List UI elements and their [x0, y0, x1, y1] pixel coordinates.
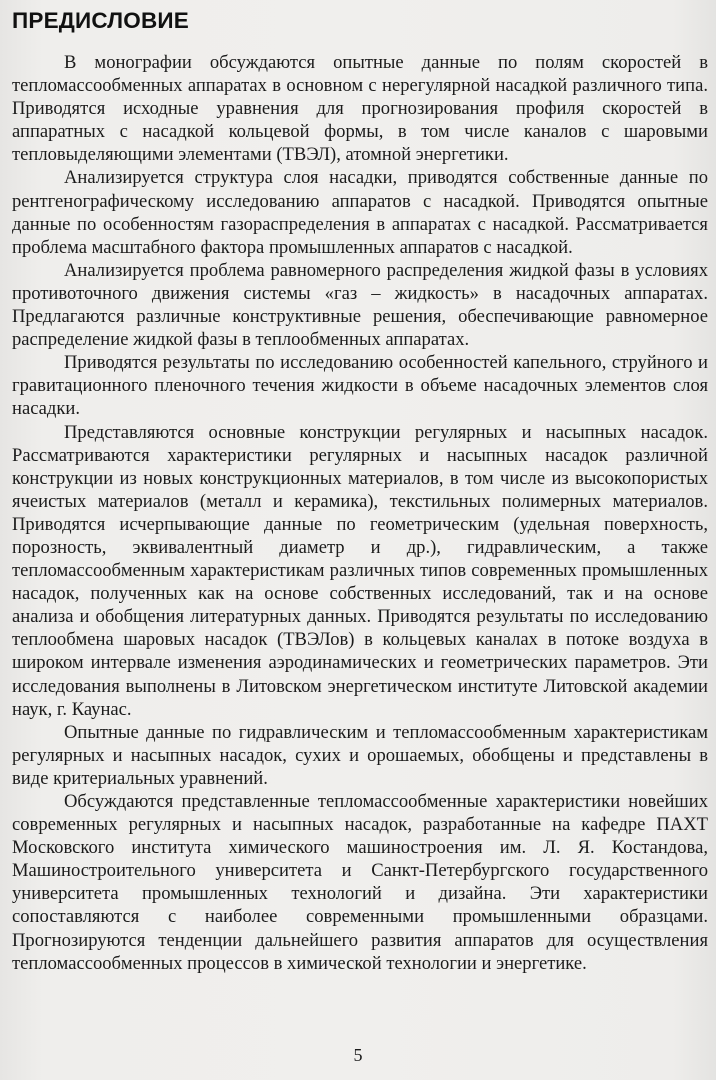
paragraph-3: Анализируется проблема равномерного распределения жидкой фазы в условиях противоточного движения системы «газ – жидкость» в насадочных аппаратах. Предлагаются различные конструктивные решения, обеспечивающие равномерное распределение жидкой фазы в теплообменных аппаратах. [12, 259, 708, 351]
page-number: 5 [353, 1045, 363, 1065]
paragraph-2: Анализируется структура слоя насадки, приводятся собственные данные по рентгенографическому исследованию аппаратов с насадкой. Приводятся опытные данные по особенностям газораспределения в аппаратах с насадкой. Рассматривается проблема масштабного фактора промышленных аппаратов с насадкой. [12, 167, 708, 258]
body-text [12, 51, 708, 975]
paragraph-4: Приводятся результаты по исследованию особенностей капельного, струйного и гравитационного пленочного течения жидкости в объеме насадочных элементов слоя насадки. [12, 352, 708, 420]
paragraph-1: В монографии обсуждаются опытные данные по полям скоростей в тепломассообменных аппаратах в основном с нерегулярной насадкой различного типа. Приводятся исходные уравнения для прогнозирования профиля скоростей в аппаратных с насадкой кольцевой формы, в том числе каналов с шаровыми тепловыделяющими элементами (ТВЭЛ), атомной энергетики. [12, 52, 708, 166]
page-heading: ПРЕДИСЛОВИЕ [12, 8, 189, 33]
paragraph-7: Обсуждаются представленные тепломассообменные характеристики новейших современных регулярных и насыпных насадок, разработанные на кафедре ПАХТ Московского института химического машиностроения им. Л. Я. Костандова, Машиностроительного университета и Санкт-Петербургского государственного университета промышленных технологий и дизайна. Эти характеристики сопоставляются с наиболее современными промышленными образцами. Прогнозируются тенденции дальнейшего развития аппаратов для осуществления тепломассообменных процессов в химической технологии и энергетике. [12, 791, 708, 974]
paragraph-6: Опытные данные по гидравлическим и тепломассообменным характеристикам регулярных и насыпных насадок, сухих и орошаемых, обобщены и представлены в виде критериальных уравнений. [12, 721, 708, 789]
paragraph-5: Представляются основные конструкции регулярных и насыпных насадок. Рассматриваются характеристики регулярных и насыпных насадок различной конструкции из новых конструкционных материалов, в том числе из высокопористых ячеистых материалов (металл и керамика), текстильных полимерных материалов. Приводятся исчерпывающие данные по геометрическим (удельная поверхность, порозность, эквивалентный диаметр и др.), гидравлическим, а также тепломассообменным характеристикам различных типов современных промышленных насадок, полученных как на основе собственных исследований, так и на основе анализа и обобщения литературных данных. Приводятся результаты по исследованию теплообмена шаровых насадок (ТВЭЛов) в кольцевых каналах в потоке воздуха в широком интервале изменения аэродинамических и геометрических параметров. Эти исследования выполнены в Литовском энергетическом институте Литовской академии наук, г. Каунас. [12, 421, 708, 720]
